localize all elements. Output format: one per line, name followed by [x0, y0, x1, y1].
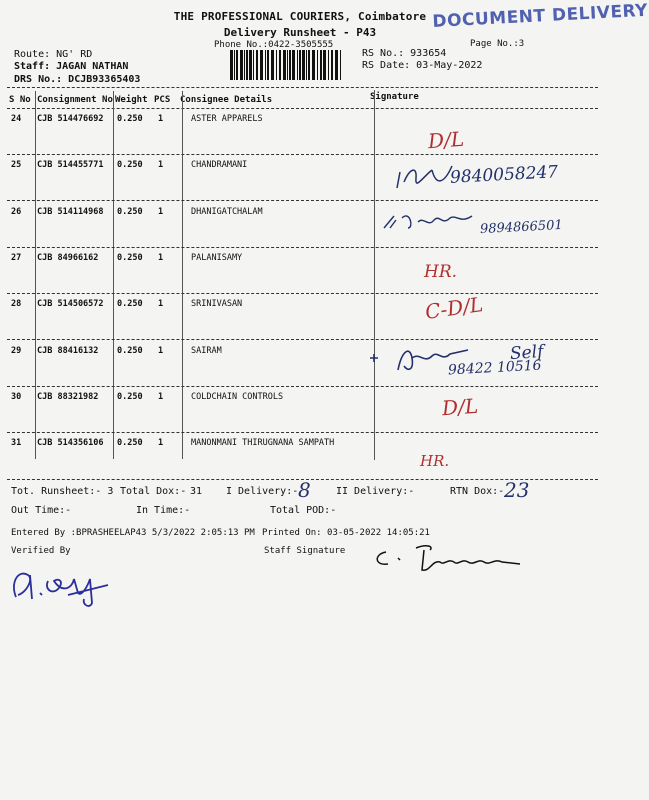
row-25-note: 9840058247: [449, 162, 559, 188]
row-consignee: CHANDRAMANI: [191, 160, 248, 171]
barcode-bar: [331, 50, 333, 80]
row-pcs: 1: [158, 438, 164, 449]
row-consignee: SAIRAM: [191, 345, 222, 356]
row-sno: 28: [11, 299, 22, 310]
row-weight: 0.250: [117, 252, 143, 263]
verified-by: Verified By: [11, 546, 71, 556]
row-27-note: HR.: [424, 262, 458, 282]
row-divider: [7, 293, 598, 294]
total-pod: Total POD:-: [270, 505, 337, 516]
row-divider: [7, 200, 598, 201]
barcode: [230, 50, 342, 80]
row-pcs: 1: [158, 114, 164, 124]
row-consignment: CJB 84966162: [37, 252, 99, 263]
row-sno: 30: [11, 391, 22, 402]
row-consignment: CJB 514506572: [37, 299, 104, 310]
barcode-bar: [320, 50, 322, 80]
row-29-extra: Self: [509, 341, 545, 365]
barcode-bar: [253, 50, 254, 80]
barcode-bar: [283, 50, 286, 80]
barcode-bar: [317, 50, 318, 80]
row-pcs: 1: [158, 345, 164, 356]
row-consignment: CJB 514476692: [37, 114, 104, 124]
runsheet-title: Delivery Runsheet - P43: [223, 26, 377, 39]
barcode-bar: [249, 50, 252, 80]
col-consignment: Consignment No: [37, 95, 113, 105]
row-consignee: PALANISAMY: [191, 252, 243, 263]
barcode-bar: [306, 50, 307, 80]
barcode-bar: [240, 50, 243, 80]
row-consignment: CJB 514455771: [37, 160, 104, 171]
verified-signature: [8, 565, 118, 610]
total-dox-value: 31: [190, 486, 203, 497]
rs-number: RS No.: 933654: [362, 48, 447, 59]
col-pcs: PCS: [154, 95, 171, 105]
document-delivery-stamp: DOCUMENT DELIVERY: [432, 0, 649, 32]
page-number: Page No.:3: [470, 39, 525, 49]
rtn-dox-value: 23: [504, 478, 530, 502]
route: Route: NG' RD: [14, 49, 93, 60]
barcode-bar: [234, 50, 235, 80]
col-weight: Weight: [115, 95, 148, 105]
row-sno: 29: [11, 345, 22, 356]
barcode-bar: [299, 50, 301, 80]
barcode-bar: [230, 50, 233, 80]
rtn-dox-label: RTN Dox:-: [450, 486, 505, 497]
barcode-bar: [244, 50, 245, 80]
row-sno: 27: [11, 252, 22, 263]
row-26-note: 9894866501: [479, 217, 564, 238]
barcode-bar: [256, 50, 258, 80]
row-pcs: 1: [158, 252, 164, 263]
staff-signature: [370, 540, 550, 576]
company-title: THE PROFESSIONAL COURIERS, Coimbatore: [173, 10, 427, 23]
row-pcs: 1: [158, 160, 164, 171]
row-consignment: CJB 88416132: [37, 345, 99, 356]
col-sno: S No: [9, 95, 31, 105]
row-divider: [7, 339, 598, 340]
row-divider: [7, 386, 598, 387]
total-runsheet: Tot. Runsheet:- 3: [11, 486, 114, 497]
row-pcs: 1: [158, 299, 164, 310]
row-sno: 31: [11, 438, 22, 449]
barcode-bar: [271, 50, 274, 80]
row-pcs: 1: [158, 206, 164, 217]
row-weight: 0.250: [117, 391, 143, 402]
row-26-signature: [380, 206, 480, 236]
row-divider: [7, 154, 598, 155]
barcode-bar: [328, 50, 329, 80]
barcode-bar: [276, 50, 277, 80]
row-pcs: 1: [158, 391, 164, 402]
barcode-bar: [265, 50, 266, 80]
row-divider: [7, 432, 598, 433]
row-weight: 0.250: [117, 114, 143, 124]
barcode-bar: [267, 50, 269, 80]
row-sno: 24: [11, 114, 22, 124]
row-weight: 0.250: [117, 345, 143, 356]
staff: Staff: JAGAN NATHAN: [14, 61, 129, 72]
row-consignee: COLDCHAIN CONTROLS: [191, 391, 284, 402]
barcode-bar: [287, 50, 288, 80]
barcode-bar: [312, 50, 315, 80]
col-consignee: Consignee Details: [180, 95, 273, 105]
i-delivery-value: 8: [298, 478, 311, 502]
barcode-bar: [297, 50, 298, 80]
total-dox-label: Total Dox:-: [120, 486, 187, 497]
barcode-bar: [246, 50, 248, 80]
row-sno: 26: [11, 206, 22, 217]
row-consignee: DHANIGATCHALAM: [191, 206, 263, 217]
i-delivery-label: I Delivery:-: [226, 486, 299, 497]
row-consignment: CJB 88321982: [37, 391, 99, 402]
row-sno: 25: [11, 160, 22, 171]
row-consignee: MANONMANI THIRUGNANA SAMPATH: [191, 438, 335, 449]
col-signature: Signature: [370, 92, 419, 102]
barcode-bar: [308, 50, 310, 80]
row-31-note: HR.: [420, 452, 450, 470]
in-time: In Time:-: [136, 505, 191, 516]
phone-number: Phone No.:0422-3505555: [214, 40, 334, 50]
out-time: Out Time:-: [11, 505, 72, 516]
staff-signature-label: Staff Signature: [264, 546, 346, 556]
row-weight: 0.250: [117, 206, 143, 217]
printed-on: Printed On: 03-05-2022 14:05:21: [262, 528, 430, 538]
drs-number: DRS No.: DCJB93365403: [14, 74, 141, 85]
barcode-bar: [340, 50, 341, 80]
barcode-bar: [236, 50, 238, 80]
barcode-bar: [260, 50, 263, 80]
row-28-note: C-D/L: [423, 292, 485, 324]
barcode-bar: [292, 50, 295, 80]
row-consignment: CJB 514114968: [37, 206, 104, 217]
barcode-bar: [302, 50, 305, 80]
entered-by: Entered By :BPRASHEELAP43 5/3/2022 2:05:13 PM: [11, 528, 255, 538]
row-24-note: D/L: [427, 126, 465, 154]
barcode-bar: [323, 50, 326, 80]
ii-delivery-label: II Delivery:-: [336, 486, 415, 497]
barcode-bar: [335, 50, 338, 80]
barcode-bar: [279, 50, 281, 80]
row-consignee: SRINIVASAN: [191, 299, 243, 310]
row-29-note: 98422 10516: [447, 357, 542, 379]
row-consignment: CJB 514356106: [37, 438, 104, 449]
row-weight: 0.250: [117, 160, 143, 171]
row-consignee: ASTER APPARELS: [191, 114, 263, 124]
row-weight: 0.250: [117, 299, 143, 310]
rs-date: RS Date: 03-May-2022: [362, 60, 483, 71]
row-divider: [7, 247, 598, 248]
row-30-note: D/L: [441, 393, 479, 421]
barcode-bar: [289, 50, 291, 80]
row-weight: 0.250: [117, 438, 143, 449]
